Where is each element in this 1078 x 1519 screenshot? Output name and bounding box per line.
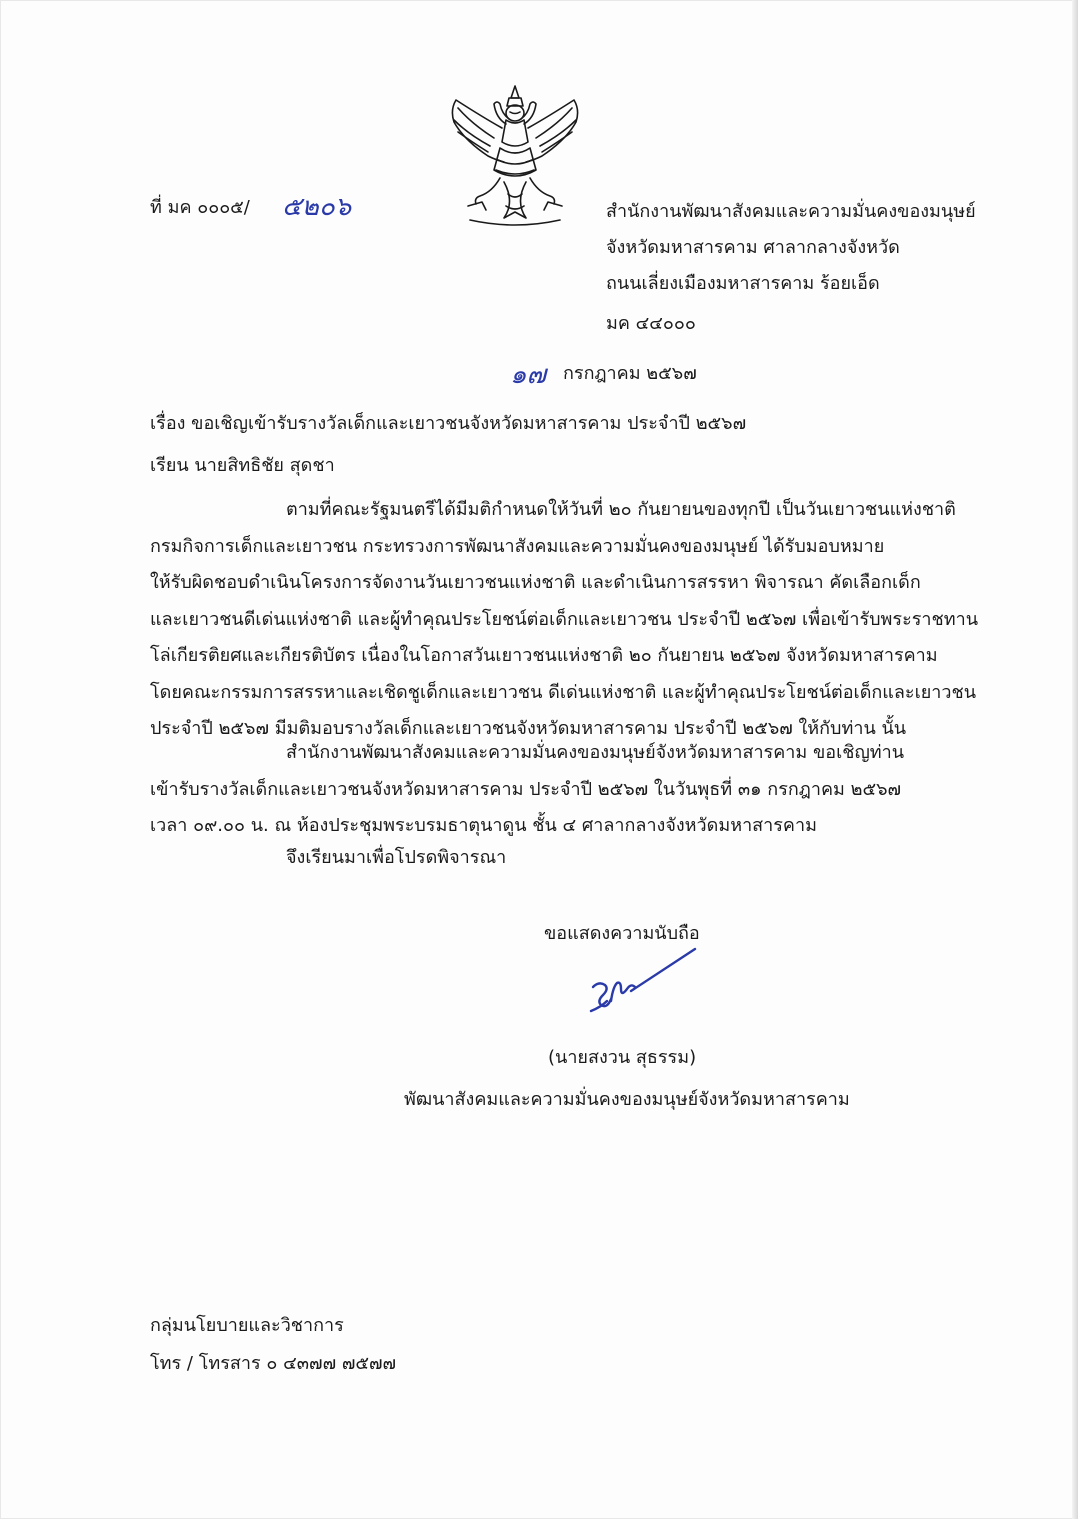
paragraph-line: ให้รับผิดชอบดำเนินโครงการจัดงานวันเยาวชนแห่งชาติ และดำเนินการสรรหา พิจารณา คัดเลือกเด็ก [150,572,921,593]
paragraph-line: และเยาวชนดีเด่นแห่งชาติ และผู้ทำคุณประโยชน์ต่อเด็กและเยาวชน ประจำปี ๒๕๖๗ เพื่อเข้ารับพระราชทาน [150,608,979,630]
page-edge [1072,0,1078,1519]
paragraph-line: ประจำปี ๒๕๖๗ มีมติมอบรางวัลเด็กและเยาวชนจังหวัดมหาสารคาม ประจำปี ๒๕๖๗ ให้กับท่าน นั้น [150,718,907,739]
paragraph-line: โดยคณะกรรมการสรรหาและเชิดชูเด็กและเยาวชน ดีเด่นแห่งชาติ และผู้ทำคุณประโยชน์ต่อเด็กและเยาวชน [150,681,977,703]
footer-department: กลุ่มนโยบายและวิชาการ [150,1315,344,1336]
paragraph-line: ตามที่คณะรัฐมนตรีได้มีมติกำหนดให้วันที่ ๒๐ กันยายนของทุกปี เป็นวันเยาวชนแห่งชาติ [286,499,956,520]
paragraph-line: โล่เกียรติยศและเกียรติบัตร เนื่องในโอกาสวันเยาวชนแห่งชาติ ๒๐ กันยายน ๒๕๖๗ จังหวัดมหาสารคาม [150,645,938,666]
letter-subject: เรื่อง ขอเชิญเข้ารับรางวัลเด็กและเยาวชนจังหวัดมหาสารคาม ประจำปี ๒๕๖๗ [150,413,747,434]
paragraph-line: เวลา ๐๙.๐๐ น. ณ ห้องประชุมพระบรมธาตุนาดูน ชั้น ๔ ศาลากลางจังหวัดมหาสารคาม [150,815,817,836]
body-paragraph-1 [150,492,979,748]
footer-phone: โทร / โทรสาร ๐ ๔๓๗๗ ๗๕๗๗ [150,1353,397,1374]
office-address-line2: จังหวัดมหาสารคาม ศาลากลางจังหวัด [606,237,900,258]
signatory-position: พัฒนาสังคมและความมั่นคงของมนุษย์จังหวัดมหาสารคาม [404,1089,850,1110]
date-month-year: กรกฎาคม ๒๕๖๗ [563,363,697,384]
office-address-line1: สำนักงานพัฒนาสังคมและความมั่นคงของมนุษย์ [606,201,976,222]
reference-number-handwritten: ๕๒๐๖ [282,192,352,222]
signatory-name: (นายสงวน สุธรรม) [548,1047,697,1068]
closing-salutation: ขอแสดงความนับถือ [544,923,700,944]
letter-recipient: เรียน นายสิทธิชัย สุดชา [150,455,335,476]
paragraph-line: สำนักงานพัฒนาสังคมและความมั่นคงของมนุษย์จังหวัดมหาสารคาม ขอเชิญท่าน [286,742,905,763]
reference-number-label: ที่ มค ๐๐๐๕/ [150,197,250,218]
paragraph-line: เข้ารับรางวัลเด็กและเยาวชนจังหวัดมหาสารคาม ประจำปี ๒๕๖๗ ในวันพุธที่ ๓๑ กรกฎาคม ๒๕๖๗ [150,778,902,800]
closing-request: จึงเรียนมาเพื่อโปรดพิจารณา [286,847,507,868]
date-day-handwritten: ๑๗ [510,360,547,390]
paragraph-line: กรมกิจการเด็กและเยาวชน กระทรวงการพัฒนาสังคมและความมั่นคงของมนุษย์ ได้รับมอบหมาย [150,535,885,557]
handwritten-signature [585,945,700,1025]
garuda-emblem-icon [440,82,590,232]
office-address-line3: ถนนเลี่ยงเมืองมหาสารคาม ร้อยเอ็ด [606,273,880,294]
office-address-postcode: มค ๔๔๐๐๐ [606,313,696,334]
body-paragraph-2 [150,735,972,845]
